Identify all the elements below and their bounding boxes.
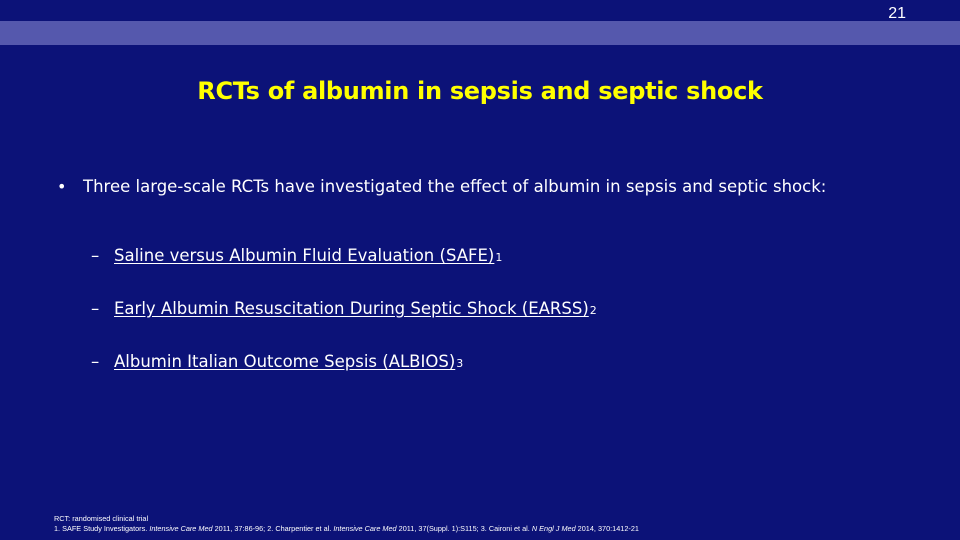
footnotes [54,514,639,534]
header-band [0,21,960,45]
dash-icon: – [91,352,100,371]
main-bullet [57,177,937,196]
footnote-ref2-journal: Intensive Care Med [333,524,397,533]
dash-icon: – [91,299,100,318]
footnote-ref3-text: 2011, 37(Suppl. 1):S115; 3. Caironi et al. [396,524,532,533]
footnote-ref1-journal: Intensive Care Med [149,524,213,533]
footnote-ref1-text: 1. SAFE Study Investigators. [54,524,150,533]
footnote-abbreviation: RCT: randomised clinical trial [54,514,149,523]
trial-item-albios: – Albumin Italian Outcome Sepsis (ALBIOS) 3 [91,352,464,371]
trial-link-albios[interactable]: Albumin Italian Outcome Sepsis (ALBIOS) [114,352,456,371]
footnote-references [54,524,639,534]
footnote-ref2-text: 2011, 37:86-96; 2. Charpentier et al. [212,524,334,533]
slide-title: RCTs of albumin in sepsis and septic shock [197,77,763,105]
footnote-ref3-journal: N Engl J Med [531,524,576,533]
trial-item-earss: – Early Albumin Resuscitation During Septic Shock (EARSS) 2 [91,299,597,318]
trial-item-safe: – Saline versus Albumin Fluid Evaluation (SAFE) 1 [91,246,503,265]
main-bullet-text: Three large-scale RCTs have investigated the effect of albumin in sepsis and septic shock: [83,177,827,196]
slide-number: 21 [888,5,906,22]
trial-link-earss[interactable]: Early Albumin Resuscitation During Septic Shock (EARSS) [114,299,589,318]
bullet-icon: • [57,177,67,196]
footnote-ref3-post: 2014, 370:1412-21 [575,524,639,533]
dash-icon: – [91,246,100,265]
trial-list [91,246,597,405]
trial-link-safe[interactable]: Saline versus Albumin Fluid Evaluation (SAFE) [114,246,495,265]
